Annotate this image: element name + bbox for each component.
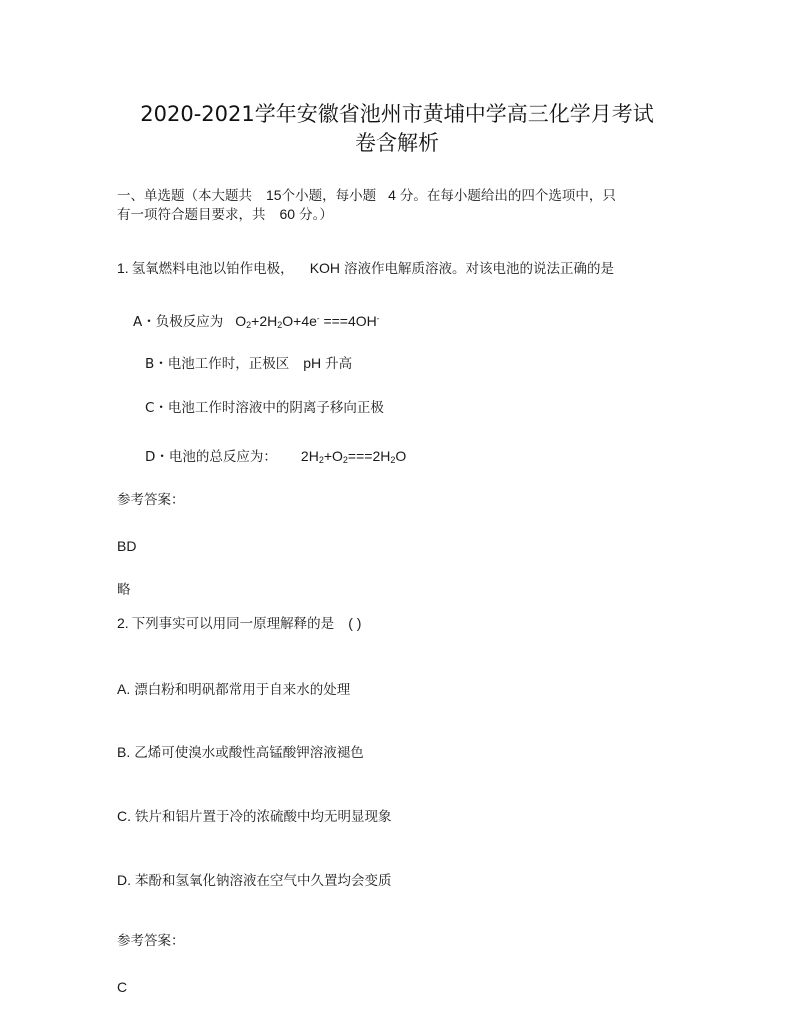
option-label: D・电池的总反应为： (145, 449, 277, 465)
section-text: 有一项符合题目要求，共 (117, 207, 266, 223)
question-2-answer-label: 参考答案： (117, 933, 185, 949)
points-per-question: 4 (388, 187, 396, 203)
option-label: C・电池工作时溶液中的阴离子移向正极 (145, 400, 384, 416)
question-1-stem (117, 259, 614, 278)
option-label: C. (117, 808, 131, 824)
question-1-answer: BD (117, 538, 137, 554)
chemical-equation: $O_2+2H_2O+4e^- ===4OH^-$ (235, 313, 380, 330)
option-label: B. (117, 744, 131, 760)
question-1-option-d (145, 447, 406, 469)
question-count: 15 (266, 187, 282, 203)
total-points: 60 (279, 206, 296, 222)
question-2-option-b (117, 743, 364, 762)
question-number: 1. (117, 260, 129, 276)
question-2-option-c (117, 807, 392, 826)
option-text: 乙烯可使溴水或酸性高锰酸钾溶液褪色 (134, 745, 364, 761)
section-text: 一、单选题（本大题共 (117, 188, 252, 204)
question-2-stem (117, 614, 361, 633)
section-instructions-line1 (117, 186, 616, 205)
option-label: A・负极反应为 (133, 314, 224, 330)
question-1-answer-label: 参考答案： (117, 492, 185, 508)
question-2-answer: C (117, 979, 128, 995)
question-text: 下列事实可以用同一原理解释的是 (131, 616, 335, 632)
question-text: 氢氧燃料电池以铂作电极， (131, 261, 294, 277)
question-1-option-b (145, 354, 352, 373)
question-text: 溶液作电解质溶液。对该电池的说法正确的是 (344, 261, 615, 277)
answer-blank: ( ) (348, 615, 362, 631)
document-title-line1: 2020-2021学年安徽省池州市黄埔中学高三化学月考试 (140, 102, 654, 126)
option-text: pH (303, 355, 322, 371)
section-instructions-line2 (117, 205, 333, 224)
question-number: 2. (117, 615, 129, 631)
question-2-option-a (117, 680, 350, 699)
option-text: 铁片和铝片置于冷的浓硫酸中均无明显现象 (135, 809, 392, 825)
question-text: KOH (309, 260, 341, 276)
option-text: 升高 (325, 356, 353, 372)
chemical-equation: $2H_2+O_2===2H_2O$ (300, 448, 407, 465)
section-text: 分。） (299, 207, 333, 223)
option-text: 苯酚和氢氧化钠溶液在空气中久置均会变质 (135, 873, 392, 889)
option-label: D. (117, 872, 131, 888)
section-text: 个小题，每小题 (281, 188, 377, 204)
question-2-option-d (117, 871, 392, 890)
document-title-line2: 卷含解析 (355, 131, 439, 155)
option-label: A. (117, 681, 131, 697)
question-1-option-a (133, 310, 379, 334)
option-label: B・电池工作时，正极区 (145, 356, 290, 372)
section-text: 分。在每小题给出的四个选项中，只 (399, 188, 616, 204)
question-1-explanation: 略 (117, 582, 131, 598)
question-1-option-c (145, 399, 384, 417)
option-text: 漂白粉和明矾都常用于自来水的处理 (134, 682, 351, 698)
